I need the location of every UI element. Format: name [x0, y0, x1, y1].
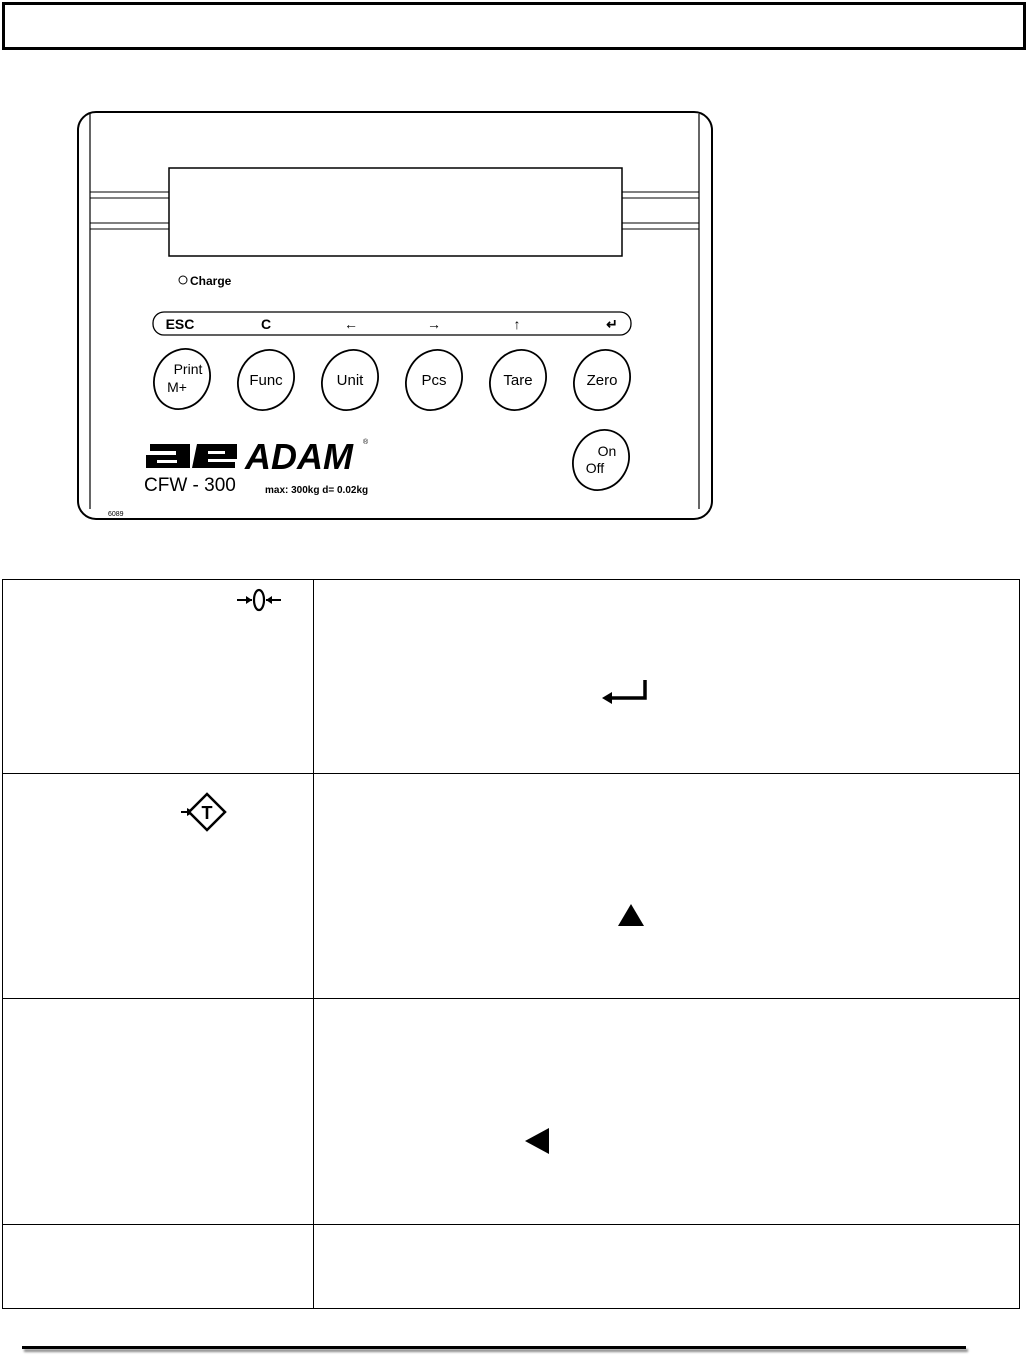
zero-key-label: Zero	[586, 372, 618, 389]
unit-key-label: Unit	[336, 372, 364, 389]
key-cell-empty	[3, 999, 314, 1225]
left-triangle-icon	[523, 1126, 551, 1156]
zero-icon	[235, 587, 283, 613]
table-row	[3, 774, 1020, 999]
charge-label: Charge	[190, 274, 232, 288]
lcd-display	[169, 168, 622, 256]
nav-key-left[interactable]: ←	[344, 316, 358, 332]
nav-key-up[interactable]: ↑	[513, 316, 521, 332]
print-key-label: Print	[173, 361, 203, 377]
nav-key-clear[interactable]: C	[260, 316, 272, 332]
footer-rule	[22, 1346, 966, 1349]
nav-key-enter[interactable]: ↵	[606, 316, 618, 332]
description-cell-tare	[314, 774, 1020, 999]
nav-key-right[interactable]: →	[427, 316, 441, 332]
brand-name: ADAM	[245, 436, 353, 477]
header-bar	[2, 2, 1026, 50]
panel-code: 6089	[108, 511, 124, 518]
description-cell-zero	[314, 580, 1020, 774]
nav-key-strip	[153, 312, 631, 335]
nav-key-esc[interactable]: ESC	[165, 316, 195, 332]
table-row	[3, 580, 1020, 774]
pcs-key-label: Pcs	[421, 372, 447, 389]
table-row	[3, 1225, 1020, 1309]
registered-mark: ®	[363, 439, 369, 446]
description-cell-left	[314, 999, 1020, 1225]
on-key-label: On	[597, 443, 617, 459]
key-function-table	[2, 579, 1020, 1309]
key-cell-tare	[3, 774, 314, 999]
up-triangle-icon	[616, 902, 646, 928]
func-key-label: Func	[249, 372, 283, 389]
key-cell-empty	[3, 1225, 314, 1309]
indicator-panel-diagram	[70, 104, 720, 524]
off-key-label: Off	[585, 460, 605, 476]
description-cell-empty	[314, 1225, 1020, 1309]
print-key-sublabel: M+	[167, 379, 187, 395]
table-row	[3, 999, 1020, 1225]
model-name: CFW - 300	[144, 475, 236, 496]
tare-icon	[180, 792, 230, 836]
capacity-spec: max: 300kg d= 0.02kg	[265, 485, 369, 496]
key-cell-zero	[3, 580, 314, 774]
charge-led-icon	[179, 276, 187, 284]
tare-key-label: Tare	[503, 372, 533, 389]
svg-text:T: T	[201, 803, 213, 823]
enter-arrow-icon	[600, 678, 652, 704]
